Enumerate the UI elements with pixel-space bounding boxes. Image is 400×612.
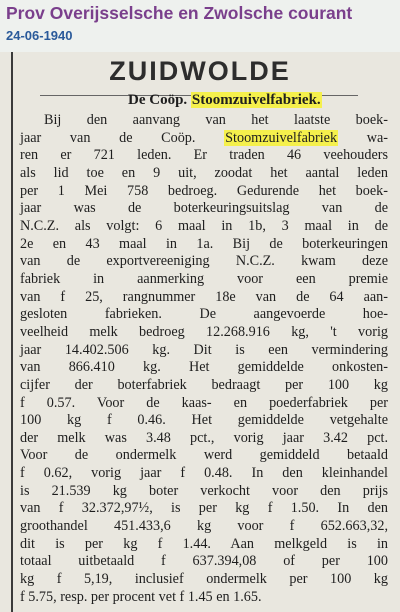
source-header <box>0 0 400 52</box>
body-line: Voor de ondermelk werd gemiddeld betaald <box>20 447 388 464</box>
body-line: van f 32.372,97½, is per kg f 1.50. In den <box>20 500 388 517</box>
body-line: N.C.Z. als volgt: 6 maal in 1b, 3 maal in de <box>20 217 388 234</box>
body-line: van de exportvereeniging N.C.Z. kwam deze <box>20 253 388 270</box>
body-line-tail: wa- <box>338 129 388 146</box>
body-line: gesloten fabrieken. De aangevoerde hoe- <box>20 306 388 323</box>
body-line: f 5.75, resp. per procent vet f 1.45 en 1.65. <box>20 588 262 605</box>
body-line: fabriek in aanmerking voor een premie <box>20 270 388 287</box>
article-headline: ZUIDWOLDE <box>109 56 291 86</box>
newspaper-title: Prov Overijsselsche en Zwolsche courant <box>6 3 353 23</box>
body-line: dit is per kg f 1.44. Aan melkgeld is in <box>20 535 388 552</box>
body-line: jaar was de boterkeuringsuitslag van de <box>20 200 388 217</box>
body-line: per 1 Mei 758 bedroeg. Gedurende het boek- <box>20 182 388 199</box>
body-line: f 0.62, vorig jaar f 0.48. In den kleinhandel <box>20 465 388 482</box>
subhead-highlight: Stoomzuivelfabriek. <box>191 92 321 108</box>
body-line-text: jaar van de Coöp. <box>20 129 225 146</box>
body-line: jaar 14.402.506 kg. Dit is een vermindering <box>20 341 388 358</box>
newspaper-clipping <box>0 52 400 612</box>
body-line: 2e en 43 maal in 1a. Bij de boterkeuringen <box>20 235 388 252</box>
body-line: 100 kg f 0.46. Het gemiddelde vetgehalte <box>20 412 388 429</box>
body-line: van f 25, rangnummer 18e van de 64 aan- <box>20 288 388 305</box>
subhead-prefix: De Coöp. <box>128 92 188 108</box>
publication-date: 24-06-1940 <box>6 28 73 43</box>
article-body <box>20 112 388 606</box>
body-line: f 0.57. Voor de kaas- en poederfabriek per <box>20 394 388 411</box>
body-line: totaal uitbetaald f 637.394,08 of per 100 <box>20 553 388 570</box>
body-line <box>20 130 388 148</box>
article-subhead <box>128 92 322 109</box>
body-line: veelheid melk bedroeg 12.268.916 kg, 't vorig <box>20 323 388 340</box>
body-line: kg f 5,19, inclusief ondermelk per 100 kg <box>20 571 388 588</box>
body-line: cijfer der boterfabriek bedraagt per 100 kg <box>20 376 388 393</box>
body-highlight: Stoomzuivelfabriek <box>225 129 338 146</box>
body-line: der melk was 3.48 pct., vorig jaar 3.42 pct. <box>20 429 388 446</box>
column-rule <box>11 52 13 612</box>
body-line: ren er 721 leden. Er traden 46 veehouders <box>20 147 388 164</box>
body-line: van 866.410 kg. Het gemiddelde onkosten- <box>20 359 388 376</box>
body-line: Bij den aanvang van het laatste boek- <box>44 112 388 128</box>
body-line: is 21.539 kg boter verkocht voor den prijs <box>20 482 388 499</box>
body-line: groothandel 451.433,6 kg voor f 652.663,32, <box>20 518 388 535</box>
body-line: als lid toe en 9 uit, zoodat het aantal leden <box>20 164 388 181</box>
